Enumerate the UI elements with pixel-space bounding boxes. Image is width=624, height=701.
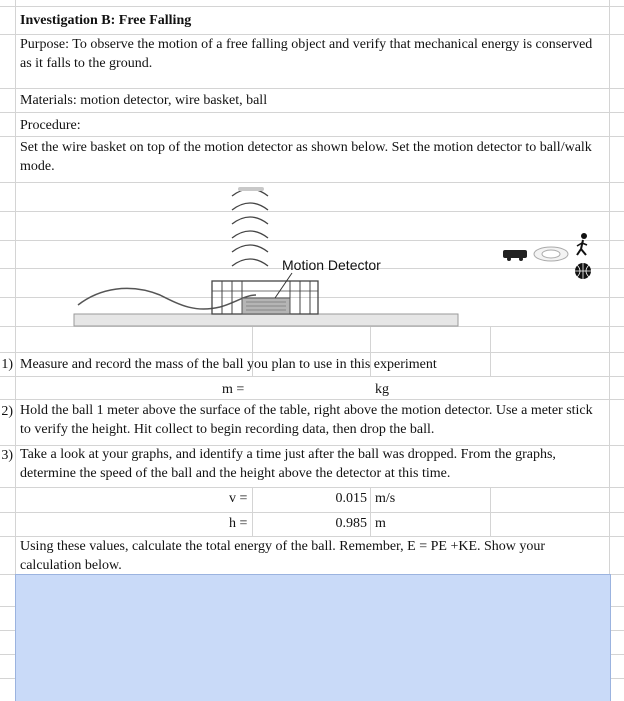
- section-title: Investigation B: Free Falling: [20, 13, 192, 28]
- step-2-text: Hold the ball 1 meter above the surface of the table, right above the motion detector. Use a meter stick to verify the height. Hit collect to begin recording data, then drop the ball.: [20, 403, 593, 437]
- basketball-icon: [575, 263, 591, 279]
- height-unit: m: [375, 516, 386, 531]
- motion-detector-label: Motion Detector: [282, 257, 381, 273]
- step-3-text: Take a look at your graphs, and identify a time just after the ball was dropped. From the graphs, determine the speed of the ball and the height above the detector at this time.: [20, 447, 556, 481]
- detector-emitter: [238, 187, 264, 191]
- height-value[interactable]: 0.985: [335, 516, 367, 531]
- mass-unit: kg: [375, 382, 389, 397]
- mass-label: m =: [222, 382, 245, 397]
- motion-detector-device-icon: [242, 298, 290, 314]
- cable-curve: [78, 288, 256, 309]
- setup-instruction: Set the wire basket on top of the motion detector as shown below. Set the motion detector to ball/walk mode.: [20, 140, 592, 174]
- sound-wave-icon: [232, 189, 268, 266]
- step-3-number: 3): [1, 448, 13, 463]
- velocity-label: v =: [229, 491, 248, 506]
- step-1-number: 1): [1, 357, 13, 372]
- velocity-unit: m/s: [375, 491, 396, 506]
- table-surface: [74, 314, 458, 326]
- velocity-value[interactable]: 0.015: [335, 491, 367, 506]
- energy-instruction: Using these values, calculate the total energy of the ball. Remember, E = PE +KE. Show your calculation below.: [20, 539, 546, 573]
- walking-person-icon: [577, 233, 587, 255]
- answer-box[interactable]: [15, 574, 611, 701]
- purpose-text: Purpose: To observe the motion of a free falling object and verify that mechanical energy is conserved as it falls to the ground.: [20, 37, 593, 71]
- height-label: h =: [229, 516, 248, 531]
- procedure-label: Procedure:: [20, 118, 81, 133]
- step-2-number: 2): [1, 404, 13, 419]
- step-1-text: Measure and record the mass of the ball you plan to use in this experiment: [20, 357, 437, 372]
- answer-box-content[interactable]: [16, 575, 610, 587]
- mode-switch-icon: [503, 247, 568, 261]
- materials-text: Materials: motion detector, wire basket, ball: [20, 93, 268, 108]
